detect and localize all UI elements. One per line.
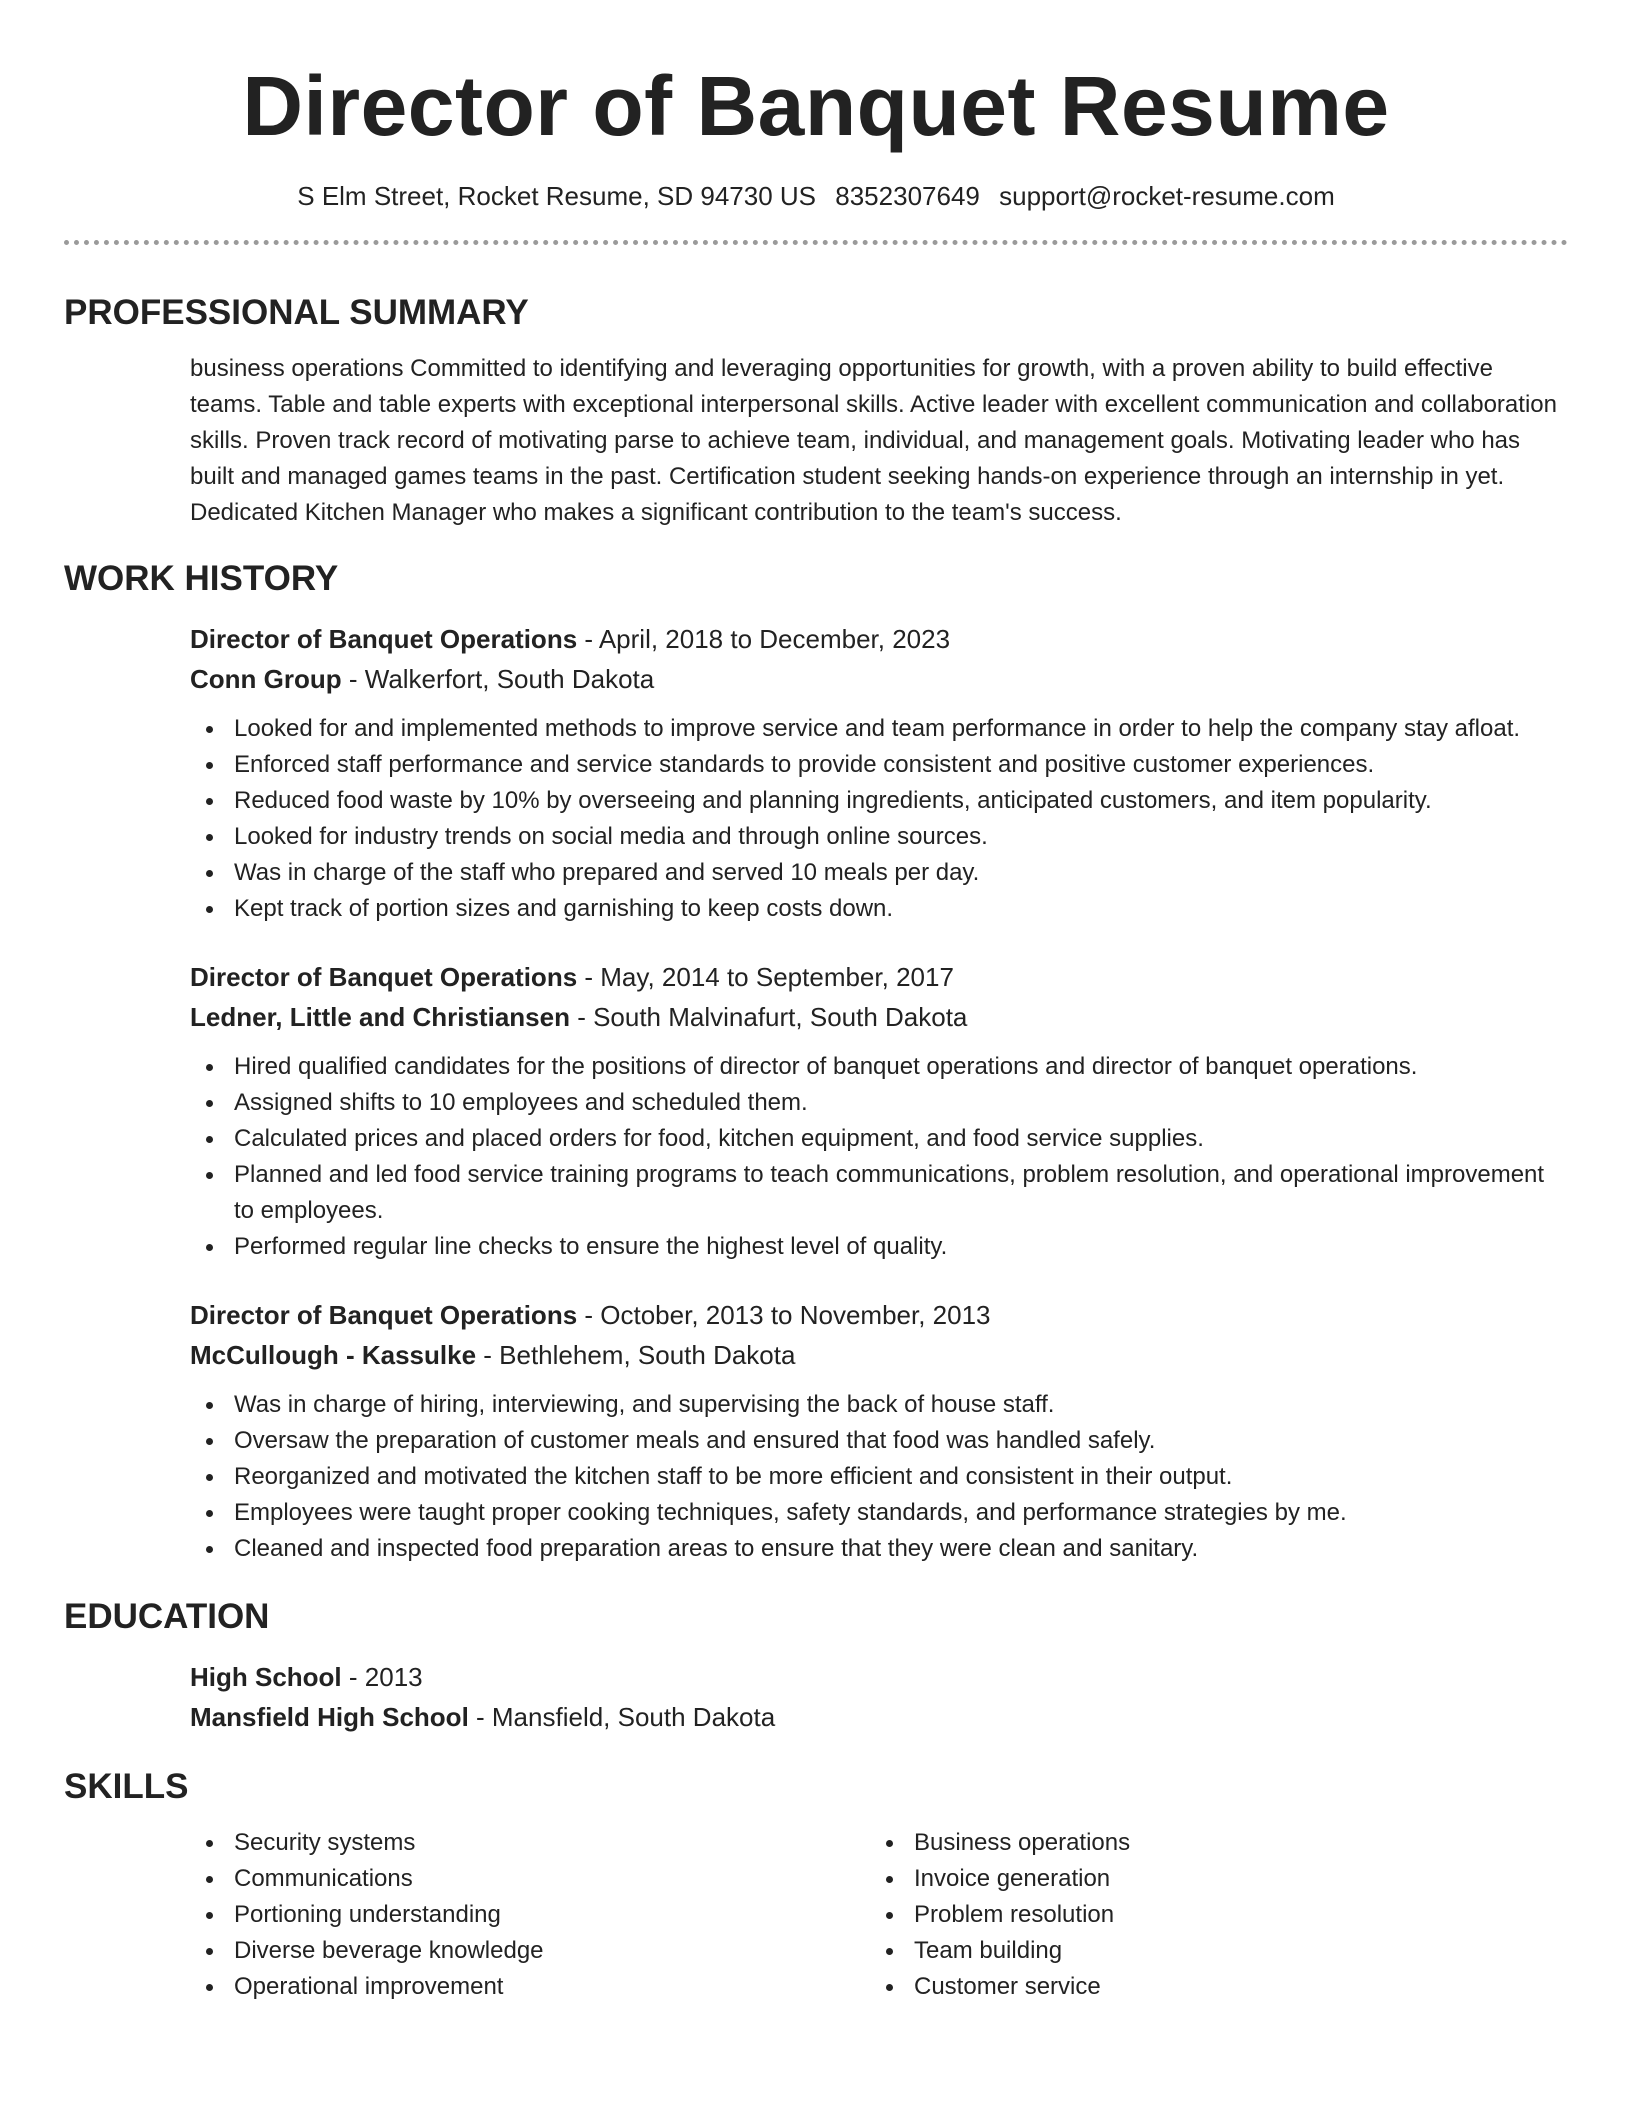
job-dates: - April, 2018 to December, 2023 [577,624,951,654]
education-degree: High School [190,1662,342,1692]
education-year: - 2013 [341,1662,423,1692]
contact-address: S Elm Street, Rocket Resume, SD 94730 US [297,181,817,211]
job-dates: - May, 2014 to September, 2017 [577,962,954,992]
skill-item: Diverse beverage knowledge [234,1933,870,1969]
job-bullet: Kept track of portion sizes and garnishing to keep costs down. [234,891,1568,927]
summary-heading: PROFESSIONAL SUMMARY [64,293,529,332]
summary-block [190,351,1568,531]
job-bullet: Looked for and implemented methods to improve service and team performance in order to help the company stay afloat. [234,711,1568,747]
job-bullet: Oversaw the preparation of customer meals and ensured that food was handled safely. [234,1423,1568,1459]
skill-item: Customer service [914,1969,1550,2005]
job-bullet: Was in charge of hiring, interviewing, and supervising the back of house staff. [234,1387,1568,1423]
job-entry [190,1295,1568,1567]
summary-text: business operations Committed to identifying and leveraging opportunities for growth, with a proven ability to build effective teams. Table and table experts with exceptional interpersonal skills. Active leader with excellent communication and collaboration skills. Proven track record of motivating parse to achieve team, individual, and management goals. Motivating leader who has built and managed games teams in the past. Certification student seeking hands-on experience through an internship in yet. Dedicated Kitchen Manager who makes a significant contribution to the team's success. [190,355,1557,526]
job-entry [190,957,1568,1265]
job-bullet: Assigned shifts to 10 employees and scheduled them. [234,1085,1568,1121]
job-bullet: Enforced staff performance and service standards to provide consistent and positive customer experiences. [234,747,1568,783]
education-school-line [190,1697,1568,1737]
skill-item: Invoice generation [914,1861,1550,1897]
job-title: Director of Banquet Operations [190,1300,578,1330]
education-heading: EDUCATION [64,1597,270,1636]
job-bullet: Reorganized and motivated the kitchen staff to be more efficient and consistent in their output. [234,1459,1568,1495]
job-title: Director of Banquet Operations [190,962,578,992]
job-bullet: Hired qualified candidates for the positions of director of banquet operations and director of banquet operations. [234,1049,1568,1085]
education-entry [190,1657,1568,1737]
job-bullet: Calculated prices and placed orders for food, kitchen equipment, and food service supplies. [234,1121,1568,1157]
job-bullets [190,1387,1568,1567]
skill-item: Security systems [234,1825,870,1861]
job-bullet: Looked for industry trends on social media and through online sources. [234,819,1568,855]
job-company: Ledner, Little and Christiansen [190,1002,570,1032]
job-bullet: Cleaned and inspected food preparation areas to ensure that they were clean and sanitary. [234,1531,1568,1567]
resume-title: Director of Banquet Resume [242,59,1390,153]
education-school: Mansfield High School [190,1702,469,1732]
skills-heading: SKILLS [64,1767,189,1806]
header-divider [64,240,1568,245]
skill-item: Portioning understanding [234,1897,870,1933]
job-company-line [190,659,1568,699]
job-location: - South Malvinafurt, South Dakota [569,1002,968,1032]
skill-item: Communications [234,1861,870,1897]
skills-column-left [190,1825,870,2005]
skills-list [870,1825,1550,2005]
job-location: - Walkerfort, South Dakota [341,664,655,694]
job-bullet: Performed regular line checks to ensure the highest level of quality. [234,1229,1568,1265]
job-dates: - October, 2013 to November, 2013 [577,1300,991,1330]
job-company-line [190,997,1568,1037]
job-bullet: Employees were taught proper cooking techniques, safety standards, and performance strategies by me. [234,1495,1568,1531]
job-bullet: Was in charge of the staff who prepared and served 10 meals per day. [234,855,1568,891]
work-history-heading: WORK HISTORY [64,559,339,598]
job-company: McCullough - Kassulke [190,1340,477,1370]
job-title: Director of Banquet Operations [190,624,578,654]
job-bullets [190,1049,1568,1265]
skill-item: Business operations [914,1825,1550,1861]
job-location: - Bethlehem, South Dakota [476,1340,796,1370]
job-company: Conn Group [190,664,342,694]
job-bullet: Reduced food waste by 10% by overseeing and planning ingredients, anticipated customers, and item popularity. [234,783,1568,819]
job-title-line [190,619,1568,659]
job-bullet: Planned and led food service training programs to teach communications, problem resolution, and operational improvement to employees. [234,1157,1568,1229]
education-location: - Mansfield, South Dakota [468,1702,776,1732]
skills-grid [190,1825,1568,2005]
skill-item: Problem resolution [914,1897,1550,1933]
job-entry [190,619,1568,927]
skills-column-right [870,1825,1550,2005]
contact-email: support@rocket-resume.com [999,181,1335,211]
job-title-line [190,1295,1568,1335]
skill-item: Operational improvement [234,1969,870,2005]
resume-page [64,0,1568,2005]
contact-line [64,178,1568,214]
education-degree-line [190,1657,1568,1697]
contact-phone: 8352307649 [835,181,980,211]
skills-list [190,1825,870,2005]
job-bullets [190,711,1568,927]
job-title-line [190,957,1568,997]
job-company-line [190,1335,1568,1375]
skill-item: Team building [914,1933,1550,1969]
